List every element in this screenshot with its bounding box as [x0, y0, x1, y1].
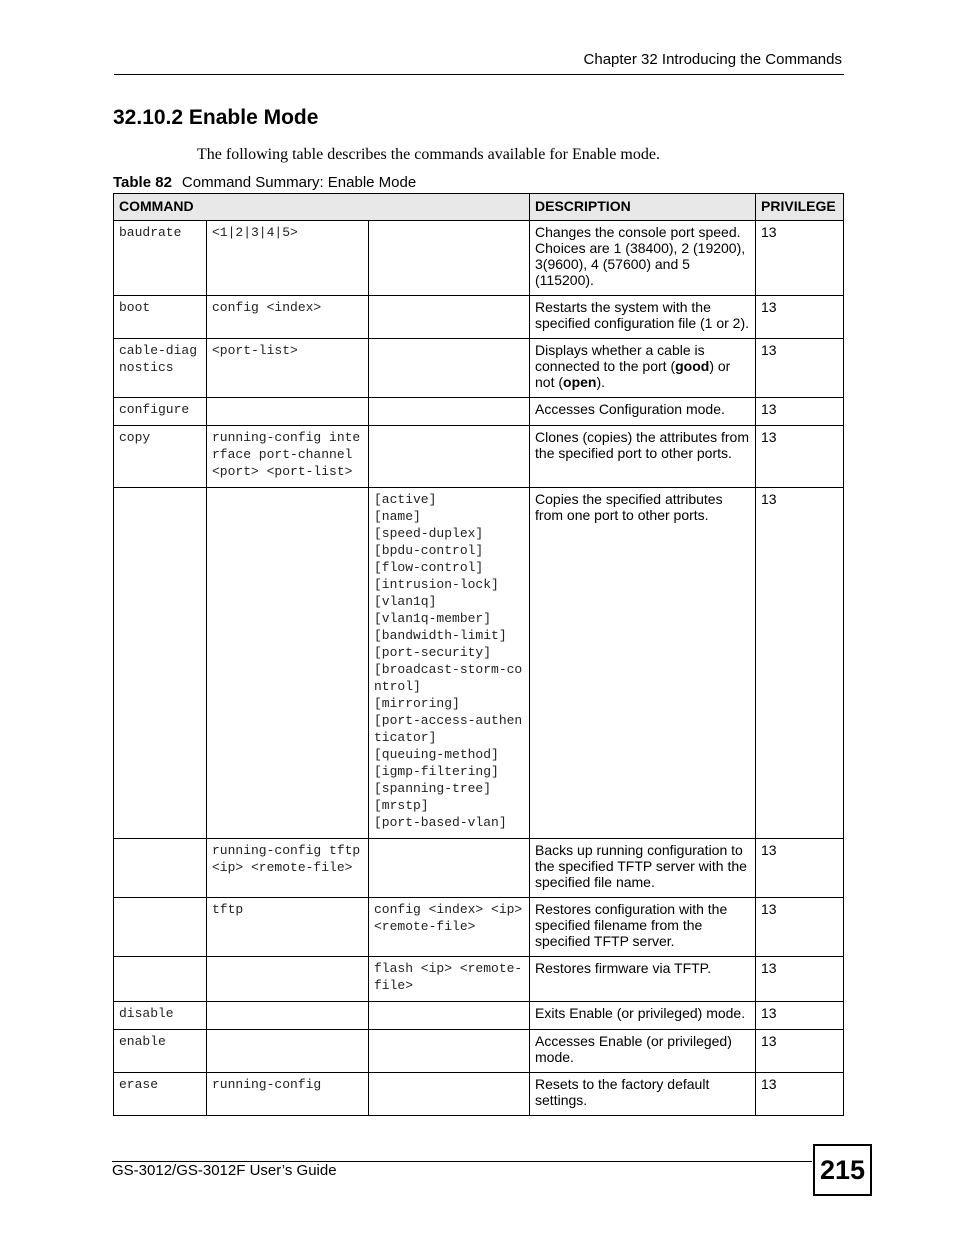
option-cell: [active] [name] [speed-duplex] [bpdu-control] [flow-control] [intrusion-lock] [vlan1q] [vlan1q-member] [bandwidth-limit] [port-security] [broadcast-storm-control] [mirroring] [port-access-authenticator] [queuing-method] [igmp-filtering] [spanning-tree] [mrstp] [port-based-vlan]	[369, 488, 530, 839]
option-cell	[369, 1030, 530, 1073]
argument-cell	[207, 488, 369, 839]
argument-cell: running-config	[207, 1073, 369, 1116]
option-cell	[369, 296, 530, 339]
privilege-cell: 13	[756, 898, 844, 957]
table-row	[114, 898, 844, 957]
header-privilege: PRIVILEGE	[756, 194, 844, 221]
description-cell: Accesses Enable (or privileged) mode.	[530, 1030, 756, 1073]
description-bold-good: good	[675, 358, 710, 374]
privilege-cell: 13	[756, 957, 844, 1002]
description-cell: Accesses Configuration mode.	[530, 398, 756, 426]
table-caption-number: Table 82	[113, 174, 172, 191]
privilege-cell: 13	[756, 839, 844, 898]
argument-cell: <1|2|3|4|5>	[207, 221, 369, 296]
table-row	[114, 426, 844, 488]
argument-cell	[207, 1002, 369, 1030]
privilege-cell: 13	[756, 488, 844, 839]
command-cell: baudrate	[114, 221, 207, 296]
description-cell: Backs up running configuration to the specified TFTP server with the specified file name.	[530, 839, 756, 898]
option-cell	[369, 339, 530, 398]
argument-cell: running-config tftp <ip> <remote-file>	[207, 839, 369, 898]
description-cell: Resets to the factory default settings.	[530, 1073, 756, 1116]
option-cell	[369, 221, 530, 296]
header-description: DESCRIPTION	[530, 194, 756, 221]
table-row	[114, 296, 844, 339]
argument-cell: running-config interface port-channel <port> <port-list>	[207, 426, 369, 488]
option-cell	[369, 398, 530, 426]
section-title: 32.10.2 Enable Mode	[113, 106, 319, 129]
command-cell	[114, 957, 207, 1002]
table-row	[114, 1030, 844, 1073]
table-row	[114, 1002, 844, 1030]
command-cell: disable	[114, 1002, 207, 1030]
privilege-cell: 13	[756, 426, 844, 488]
argument-cell	[207, 1030, 369, 1073]
privilege-cell: 13	[756, 296, 844, 339]
header-command: COMMAND	[114, 194, 530, 221]
option-cell: config <index> <ip> <remote-file>	[369, 898, 530, 957]
description-bold-open: open	[563, 374, 597, 390]
command-cell	[114, 839, 207, 898]
table-row	[114, 339, 844, 398]
command-cell: enable	[114, 1030, 207, 1073]
table-caption	[113, 174, 416, 192]
table-row	[114, 1073, 844, 1116]
argument-cell: tftp	[207, 898, 369, 957]
command-table	[113, 193, 844, 1116]
privilege-cell: 13	[756, 1073, 844, 1116]
header-rule	[114, 74, 844, 75]
description-cell: Exits Enable (or privileged) mode.	[530, 1002, 756, 1030]
argument-cell	[207, 957, 369, 1002]
argument-cell: <port-list>	[207, 339, 369, 398]
argument-cell: config <index>	[207, 296, 369, 339]
command-cell: erase	[114, 1073, 207, 1116]
privilege-cell: 13	[756, 398, 844, 426]
option-cell	[369, 839, 530, 898]
table-row	[114, 839, 844, 898]
description-cell	[530, 339, 756, 398]
table-row	[114, 488, 844, 839]
privilege-cell: 13	[756, 221, 844, 296]
option-cell	[369, 426, 530, 488]
description-cell: Changes the console port speed. Choices are 1 (38400), 2 (19200), 3(9600), 4 (57600) and 5 (115200).	[530, 221, 756, 296]
description-text: ) or not (	[535, 358, 731, 390]
privilege-cell: 13	[756, 339, 844, 398]
command-cell: boot	[114, 296, 207, 339]
table-caption-title: Command Summary: Enable Mode	[181, 174, 417, 191]
description-text: ).	[596, 374, 606, 390]
table-row	[114, 957, 844, 1002]
table-row	[114, 398, 844, 426]
description-cell: Restarts the system with the specified configuration file (1 or 2).	[530, 296, 756, 339]
command-cell: cable-diagnostics	[114, 339, 207, 398]
guide-title: GS-3012/GS-3012F User’s Guide	[112, 1162, 337, 1179]
argument-cell	[207, 398, 369, 426]
command-cell: copy	[114, 426, 207, 488]
running-head: Chapter 32 Introducing the Commands	[583, 51, 842, 68]
table-row	[114, 221, 844, 296]
command-cell	[114, 488, 207, 839]
option-cell	[369, 1002, 530, 1030]
option-cell: flash <ip> <remote-file>	[369, 957, 530, 1002]
description-cell: Clones (copies) the attributes from the specified port to other ports.	[530, 426, 756, 488]
description-text: Displays whether a cable is connected to the port (	[535, 342, 705, 374]
privilege-cell: 13	[756, 1002, 844, 1030]
description-cell: Copies the specified attributes from one port to other ports.	[530, 488, 756, 839]
command-cell	[114, 898, 207, 957]
description-cell: Restores configuration with the specified filename from the specified TFTP server.	[530, 898, 756, 957]
privilege-cell: 13	[756, 1030, 844, 1073]
table-header-row	[114, 194, 844, 221]
intro-paragraph: The following table describes the commands available for Enable mode.	[197, 146, 660, 163]
page-number: 215	[813, 1144, 872, 1196]
command-cell: configure	[114, 398, 207, 426]
description-cell: Restores firmware via TFTP.	[530, 957, 756, 1002]
option-cell	[369, 1073, 530, 1116]
